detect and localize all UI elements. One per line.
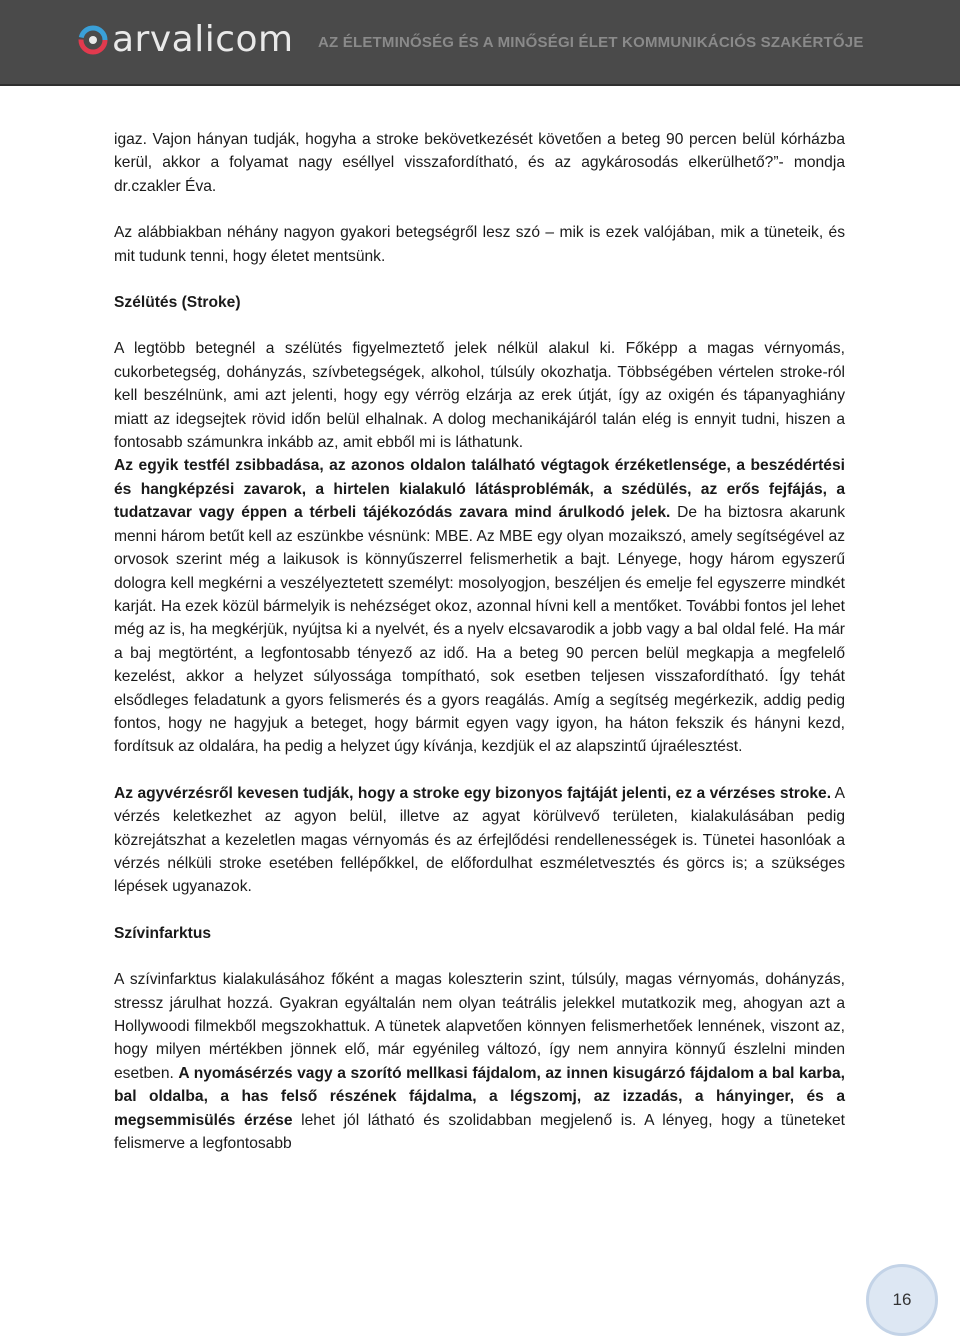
stroke-symptoms-text: De ha biztosra akarunk menni három betűt kell az eszünkbe vésnünk: MBE. Az MBE egy olyan mozaikszó, amely segítségével az orvosok szerint még a laikusok is könnyűszerrel felismerhetik a bajt. Lényege, hogy három egyszerű dologra kell megkérni a veszélyeztetett személyt: mosolyogjon, beszéljen és emelje fel egyszerre mindkét karját. Ha ezek közül bármelyik is nehézséget okoz, azonnal hívni kell a mentőket. További fontos jel lehet még az is, ha megkérjük, nyújtsa ki a nyelvét, és a nyelv elcsavarodik a jobb vagy a bal oldal felé. Ha már a baj megtörtént, a legfontosabb tényező az idő. Ha a beteg 90 percen belül megkapja a megfelelő kezelést, akkor a helyzet súlyossága tompítható, sok esetben teljesen visszafordítható. Így tehát elsődleges feladatunk a gyors felismerés és a gyors reagálás. Amíg a segítség megérkezik, addig pedig fontos, hogy ne hagyjuk a beteget, hogy bármit egyen vagy igyon, ha háton fekszik és hányni kezd, fordítsuk az oldalára, ha pedig a helyzet úgy kívánja, kezdjük el az alapszintű újraélesztést. bbox=[114, 504, 846, 756]
paragraph-stroke-causes: A legtöbb betegnél a szélütés figyelmeztető jelek nélkül alakul ki. Főképp a magas vérnyomás, cukorbetegség, dohányzás, szívbetegségek, alkohol, túlsúly okozhatja. Többségében vértelen stroke-ról kell beszélnünk, ami azt jelenti, hogy egy vérrög elzárja az erek útját, így az oxigén és tápanyaghiány miatt az idegsejtek rövid időn belül elhalnak. A dolog mechanikájáról talán elég is ennyit tudni, hiszen a fontosabb számunkra inkább az, amit ebből mi is láthatunk. bbox=[114, 340, 845, 452]
logo-text: arvalicom bbox=[112, 19, 294, 60]
article-body bbox=[114, 128, 845, 1155]
arvalicom-logo bbox=[78, 16, 294, 64]
paragraph-infarct bbox=[114, 968, 845, 1155]
logo-mark-icon bbox=[78, 25, 108, 55]
hemorrhage-text: A vérzés keletkezhet az agyon belül, illetve az agyat körülvevő területen, kialakulásában pedig közrejátszhat a kezeletlen magas vérnyomás és az érfejlődési rendellenességek is. Tünetei hasonlóak a vérzés nélküli stroke esetében fellépőkkel, de előfordulhat eszméletvesztés és görcs is; a szükséges lépések ugyanazok. bbox=[114, 784, 846, 896]
heading-infarct: Szívinfarktus bbox=[114, 924, 212, 942]
hemorrhage-bold: Az agyvérzésről kevesen tudják, hogy a stroke egy bizonyos fajtáját jelenti, ez a vérzéses stroke. bbox=[114, 784, 832, 802]
paragraph-hemorrhage bbox=[114, 782, 845, 899]
paragraph-stroke-symptoms bbox=[114, 454, 845, 758]
paragraph-overview: Az alábbiakban néhány nagyon gyakori betegségről lesz szó – mik is ezek valójában, mik a tüneteik, és mit tudunk tenni, hogy életet mentsünk. bbox=[114, 224, 845, 265]
page-number-badge: 16 bbox=[866, 1264, 938, 1336]
page-header bbox=[0, 0, 960, 86]
header-tagline: AZ ÉLETMINŐSÉG ÉS A MINŐSÉGI ÉLET KOMMUNIKÁCIÓS SZAKÉRTŐJE bbox=[318, 34, 864, 51]
stroke-symptoms-bold: Az egyik testfél zsibbadása, az azonos oldalon található végtagok érzéketlensége, a beszédértési és hangképzési zavarok, a hirtelen kialakuló látásproblémák, a szédülés, az erős fejfájás, a tudatzavar vagy éppen a térbeli tájékozódás zavara mind árulkodó jelek. bbox=[114, 457, 845, 522]
infarct-symptoms-bold: A nyomásérzés vagy a szorító mellkasi fájdalom, az innen kisugárzó fájdalom a bal karba, bal oldalba, a has felső részének fájdalma, a légszomj, az izzadás, a hányinger, és a megsemmisülés érzése bbox=[114, 1064, 845, 1129]
infarct-text-rest: lehet jól látható és szolidabban megjelenő is. A lényeg, hogy a tüneteket felismerve a legfontosabb bbox=[114, 1111, 846, 1153]
paragraph-intro: igaz. Vajon hányan tudják, hogyha a stroke bekövetkezését követően a beteg 90 percen belül kórházba kerül, akkor a folyamat nagy eséllyel visszafordítható, és az agykárosodás elkerülhető?”- mondja dr.czakler Éva. bbox=[114, 131, 845, 195]
infarct-text-a: A szívinfarktus kialakulásához főként a magas koleszterin szint, túlsúly, magas vérnyomás, dohányzás, stressz járulhat hozzá. Gyakran egyáltalán nem olyan teátrális jelekkel mutatkozik meg, ahogyan azt a Hollywoodi filmekből megszokhattuk. A tünetek alapvetően könnyen felismerhetőek lennének, viszont az, hogy milyen mértékben jönnek elő, már egyénileg változó, így nem annyira könnyű észlelni minden esetben. bbox=[114, 971, 845, 1082]
heading-stroke: Szélütés (Stroke) bbox=[114, 294, 241, 312]
